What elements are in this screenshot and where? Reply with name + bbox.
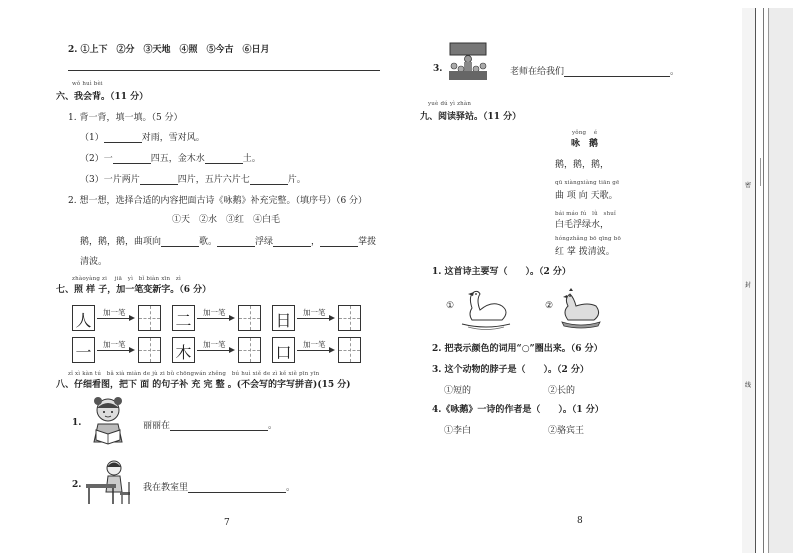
item-2-number: 2. [72,480,82,490]
seal-char: 密 [745,182,752,189]
blank[interactable] [250,175,288,185]
item-1-sentence: 丽丽在 。 [143,421,278,431]
s6-q1: 1. 背一背，填一填。（5 分） [68,113,183,123]
arrow-label: 加一笔 [303,308,326,317]
arrow-label: 加一笔 [303,340,326,349]
item-3-sentence: 老师在给我们 。 [510,67,680,77]
blank[interactable] [113,154,151,164]
arrow-label: 加一笔 [203,340,226,349]
char-box: 日 [272,305,295,331]
arrow-label: 加一笔 [103,308,126,317]
hen-illustration [556,286,606,330]
blank[interactable] [205,154,243,164]
item-2-sentence: 我在教室里 。 [143,483,296,493]
s6-q2: 2. 想一想，选择合适的内容把面古诗《咏鹅》补充完整。（填序号）（6 分） [68,196,368,206]
page-number-left: 7 [224,518,230,528]
arrow-icon [197,318,233,319]
poem-line-4: 红 掌 拨清波。 [555,247,615,257]
s6-poem-line2: 清波。 [80,257,108,267]
blank[interactable] [140,175,178,185]
s6-line2: （2）一 四五，金木水 土。 [80,154,261,164]
s7-pinyin: zhàoyàng zi jiā yì bǐ biàn xīn zì [72,276,181,282]
s9-q1: 1. 这首诗主要写（ ）。（2 分） [432,267,571,277]
page-number-right: 8 [577,516,583,526]
s9-q2: 2. 把表示颜色的词用“○”圈出来。（6 分） [432,344,603,354]
blank[interactable] [564,67,670,77]
char-box: 二 [172,305,195,331]
blank[interactable] [217,237,255,247]
item-1-number: 1. [72,418,82,428]
char-box: 人 [72,305,95,331]
section-8-title: 八、仔细看图，把下 面 的句子补 充 完 整 。(不会写的字写拼音)(15 分) [56,380,351,390]
s6-line1: （1） 对雨，雪对风。 [80,133,205,143]
arrow-icon [197,350,233,351]
blank[interactable] [170,421,268,431]
poem-line-3-pinyin: bái máo fú lǜ shuǐ [555,211,617,217]
poem-line-3: 白毛浮绿水， [555,220,610,230]
q4-option-b[interactable]: ②骆宾王 [548,426,585,436]
blank[interactable] [188,483,286,493]
s6-poem-line: 鹅，鹅，鹅，曲项向 歌。 浮绿 ， 掌拨 [80,237,377,247]
option-1-label[interactable]: ① [446,301,455,311]
q4-option-a[interactable]: ①李白 [444,426,472,436]
girl-at-desk-illustration [84,458,134,506]
s6-pinyin: wǒ huì bèi [72,81,103,87]
section-9-title: 九、阅读驿站。（11 分） [420,112,522,122]
seal-line-margin [742,8,792,553]
s6-options: ①天 ②水 ③红 ④白毛 [172,215,281,225]
classroom-illustration [446,42,490,82]
arrow-label: 加一笔 [103,340,126,349]
s9-q3: 3. 这个动物的脖子是（ ）。（2 分） [432,365,589,375]
poem-title: 咏 鹅 [571,139,599,149]
blank[interactable] [161,237,199,247]
seal-char: 线 [745,382,752,389]
poem-line-2: 曲 项 向 天歌。 [555,191,618,201]
section-7-title: 七、照 样 子，加一笔变新字。（6 分） [56,285,212,295]
poem-line-2-pinyin: qū xiàngxiàng tiān gē [555,180,620,186]
q2-options: 2. ①上下 ②分 ③天地 ④照 ⑤今古 ⑥日月 [68,45,270,55]
writing-grid[interactable] [138,305,161,331]
goose-illustration [458,286,514,330]
seal-char: 封 [745,282,752,289]
option-2-label[interactable]: ② [545,301,554,311]
arrow-icon [97,350,133,351]
writing-grid[interactable] [238,337,261,363]
arrow-icon [97,318,133,319]
blank[interactable] [320,237,358,247]
blank[interactable] [104,133,142,143]
writing-grid[interactable] [338,337,361,363]
q3-option-a[interactable]: ①短的 [444,386,472,396]
q2-answer-line[interactable] [68,70,380,71]
writing-grid[interactable] [138,337,161,363]
blank[interactable] [273,237,311,247]
section-6-title: 六、我会背。（11 分） [56,92,149,102]
poem-line-4-pinyin: hóngzhǎng bō qīng bō [555,236,621,242]
writing-grid[interactable] [338,305,361,331]
poem-line-1: 鹅，鹅，鹅， [555,160,610,170]
s9-q4: 4.《咏鹅》一诗的作者是（ ）。（1 分） [432,405,604,415]
arrow-label: 加一笔 [203,308,226,317]
s8-pinyin: zǐ xì kàn tú bǎ xià miàn de jù zi bǔ chōngwán zhěng bú huì xiě de zì kě xiě pīn yīn [68,371,320,377]
item-3-number: 3. [433,64,443,74]
arrow-icon [297,318,333,319]
s6-line3: （3）一片两片 四片，五片六片七 片。 [80,175,306,185]
char-box: 口 [272,337,295,363]
writing-grid[interactable] [238,305,261,331]
arrow-icon [297,350,333,351]
poem-title-pinyin: yǒng é [572,130,598,136]
char-box: 木 [172,337,195,363]
char-box: 一 [72,337,95,363]
q3-option-b[interactable]: ②长的 [548,386,576,396]
s9-pinyin: yuè dú yì zhàn [428,101,472,107]
girl-reading-illustration [86,394,130,446]
